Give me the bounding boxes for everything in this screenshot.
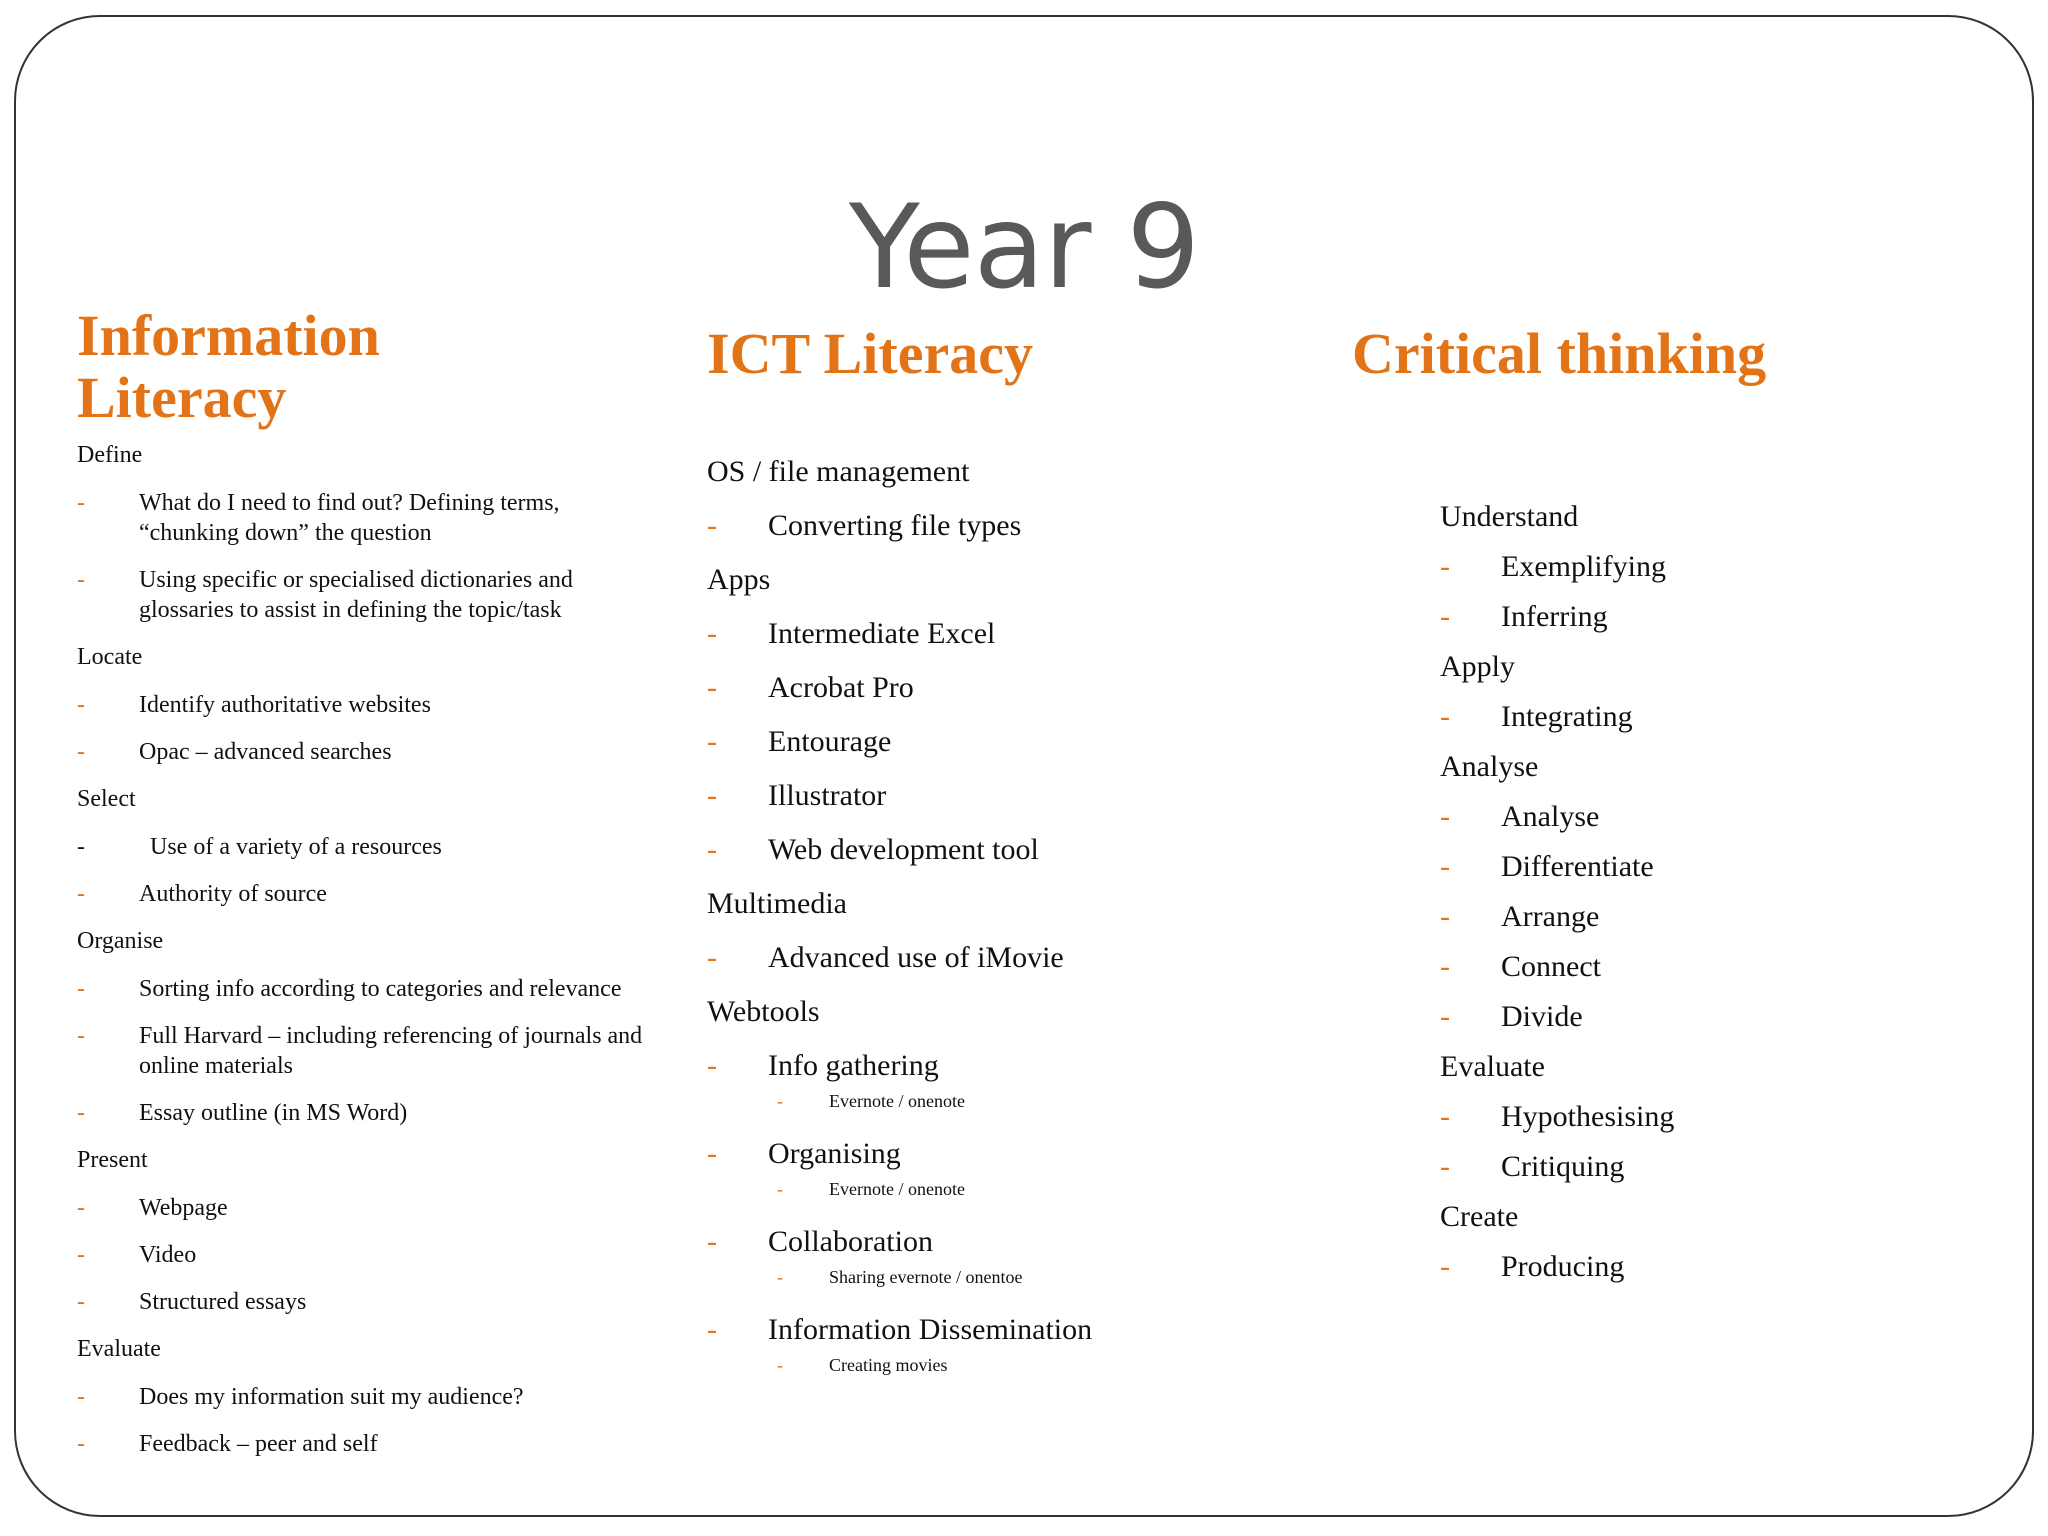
bullet-dash: -	[1440, 600, 1450, 633]
bullet-dash: -	[707, 1137, 717, 1170]
list-item-web-development-tool	[707, 831, 1092, 869]
list-item-inferring	[1440, 598, 1674, 636]
bullet-dash: -	[707, 833, 717, 866]
list-item-text: Structured essays	[139, 1289, 307, 1315]
list-item-text: Info gathering	[768, 1049, 939, 1082]
sub-list-item-creating-movies	[707, 1353, 1092, 1377]
list-item-arrange	[1440, 898, 1674, 936]
bullet-dash: -	[77, 1431, 85, 1457]
bullet-dash: -	[77, 1242, 85, 1268]
list-item-acrobat-pro	[707, 669, 1092, 707]
list-item-text: Exemplifying	[1501, 550, 1666, 583]
list-item-text: Use of a variety of a resources	[150, 834, 442, 860]
list-item-text: Inferring	[1501, 600, 1608, 633]
list-item-text: Using specific or specialised dictionaries and glossaries to assist in defining the topic/task	[139, 567, 573, 623]
section-heading-webtools: Webtools	[707, 995, 820, 1028]
list-item-entourage	[707, 723, 1092, 761]
list-item-text: Opac – advanced searches	[139, 739, 392, 765]
list-item-structured-essays	[77, 1287, 659, 1317]
list-item-text: Sharing evernote / onentoe	[829, 1267, 1023, 1287]
heading-information-literacy-line1: Information	[77, 303, 380, 368]
list-item-text: Entourage	[768, 725, 892, 758]
section-heading-multimedia: Multimedia	[707, 887, 847, 920]
bullet-dash: -	[77, 567, 85, 593]
list-item-use-of-a-variety-of-a-resources	[77, 832, 659, 862]
list-item-advanced-use-of-imovie	[707, 939, 1092, 977]
ict-literacy-list	[707, 453, 1092, 1399]
sub-list-item-evernote-onenote	[707, 1177, 1092, 1201]
list-item-text: Analyse	[1501, 800, 1600, 833]
list-item-text: Web development tool	[768, 833, 1039, 866]
list-item-text: Divide	[1501, 1000, 1583, 1033]
list-item-text: Intermediate Excel	[768, 617, 996, 650]
list-item-illustrator	[707, 777, 1092, 815]
list-item-authority-of-source	[77, 879, 659, 909]
heading-information-literacy-line2: Literacy	[77, 365, 287, 430]
bullet-dash: -	[77, 1100, 85, 1126]
list-item-text: Converting file types	[768, 509, 1022, 542]
list-item-text: Advanced use of iMovie	[768, 941, 1064, 974]
bullet-dash: -	[1440, 1150, 1450, 1183]
list-item-critiquing	[1440, 1148, 1674, 1186]
list-item-using-specific-or-specialised-dictionaries-and-glossaries-to-assist-in-defining-the-topic-task	[77, 565, 659, 625]
list-item-text: Essay outline (in MS Word)	[139, 1100, 408, 1126]
list-item-text: Hypothesising	[1501, 1100, 1675, 1133]
section-heading-present: Present	[77, 1147, 148, 1173]
bullet-dash: -	[707, 725, 717, 758]
bullet-dash: -	[777, 1355, 783, 1375]
heading-critical-thinking: Critical thinking	[1352, 321, 1767, 386]
list-item-text: Authority of source	[139, 881, 327, 907]
information-literacy-list	[77, 440, 659, 1476]
list-item-opac-advanced-searches	[77, 737, 659, 767]
list-item-webpage	[77, 1193, 659, 1223]
bullet-dash: -	[77, 490, 85, 516]
section-heading-evaluate: Evaluate	[1440, 1050, 1545, 1083]
bullet-dash: -	[77, 1289, 85, 1315]
bullet-dash: -	[77, 881, 85, 907]
list-item-text: Sorting info according to categories and relevance	[139, 976, 622, 1002]
bullet-dash: -	[777, 1267, 783, 1287]
list-item-feedback-peer-and-self	[77, 1429, 659, 1459]
bullet-dash: -	[777, 1091, 783, 1111]
list-item-text: Feedback – peer and self	[139, 1431, 378, 1457]
list-item-divide	[1440, 998, 1674, 1036]
bullet-dash: -	[1440, 550, 1450, 583]
list-item-text: Identify authoritative websites	[139, 692, 431, 718]
critical-thinking-list	[1440, 498, 1674, 1298]
bullet-dash: -	[1440, 700, 1450, 733]
list-item-hypothesising	[1440, 1098, 1674, 1136]
bullet-dash: -	[77, 739, 85, 765]
list-item-full-harvard-including-referencing-of-journals-and-online-materials	[77, 1021, 659, 1081]
bullet-dash: -	[1440, 1100, 1450, 1133]
list-item-text: Collaboration	[768, 1225, 933, 1258]
list-item-organising	[707, 1135, 1092, 1173]
section-heading-analyse: Analyse	[1440, 750, 1539, 783]
list-item-text: Integrating	[1501, 700, 1633, 733]
list-item-text: Evernote / onenote	[829, 1091, 965, 1111]
list-item-exemplifying	[1440, 548, 1674, 586]
section-heading-evaluate: Evaluate	[77, 1336, 161, 1362]
list-item-text: Illustrator	[768, 779, 887, 812]
bullet-dash: -	[77, 834, 85, 860]
bullet-dash: -	[77, 1195, 85, 1221]
list-item-intermediate-excel	[707, 615, 1092, 653]
bullet-dash: -	[1440, 1250, 1450, 1283]
bullet-dash: -	[707, 1225, 717, 1258]
section-heading-organise: Organise	[77, 928, 164, 954]
list-item-text: Webpage	[139, 1195, 228, 1221]
slide-title: Year 9	[848, 180, 1200, 315]
list-item-info-gathering	[707, 1047, 1092, 1085]
sub-list-item-sharing-evernote-onentoe	[707, 1265, 1092, 1289]
bullet-dash: -	[77, 1384, 85, 1410]
list-item-text: Evernote / onenote	[829, 1179, 965, 1199]
list-item-text: Organising	[768, 1137, 901, 1170]
list-item-analyse	[1440, 798, 1674, 836]
list-item-text: Does my information suit my audience?	[139, 1384, 524, 1410]
bullet-dash: -	[1440, 1000, 1450, 1033]
list-item-essay-outline-in-ms-word	[77, 1098, 659, 1128]
section-heading-select: Select	[77, 786, 136, 812]
section-heading-understand: Understand	[1440, 500, 1579, 533]
bullet-dash: -	[1440, 950, 1450, 983]
bullet-dash: -	[707, 509, 717, 542]
list-item-sorting-info-according-to-categories-and-relevance	[77, 974, 659, 1004]
list-item-text: Information Dissemination	[768, 1313, 1093, 1346]
list-item-text: Arrange	[1501, 900, 1600, 933]
bullet-dash: -	[1440, 850, 1450, 883]
bullet-dash: -	[707, 671, 717, 704]
list-item-text: Full Harvard – including referencing of journals and online materials	[139, 1023, 643, 1079]
heading-information-literacy	[77, 305, 380, 429]
section-heading-create: Create	[1440, 1200, 1519, 1233]
list-item-identify-authoritative-websites	[77, 690, 659, 720]
section-heading-define: Define	[77, 442, 143, 468]
bullet-dash: -	[777, 1179, 783, 1199]
bullet-dash: -	[707, 941, 717, 974]
section-heading-apply: Apply	[1440, 650, 1515, 683]
list-item-text: Creating movies	[829, 1355, 948, 1375]
bullet-dash: -	[707, 779, 717, 812]
list-item-producing	[1440, 1248, 1674, 1286]
list-item-converting-file-types	[707, 507, 1092, 545]
bullet-dash: -	[1440, 900, 1450, 933]
list-item-text: Producing	[1501, 1250, 1625, 1283]
section-heading-apps: Apps	[707, 563, 771, 596]
list-item-text: Video	[139, 1242, 197, 1268]
list-item-text: Critiquing	[1501, 1150, 1625, 1183]
bullet-dash: -	[77, 976, 85, 1002]
list-item-what-do-i-need-to-find-out-defining-terms-chunking-down-the-question	[77, 488, 659, 548]
list-item-collaboration	[707, 1223, 1092, 1261]
list-item-text: Connect	[1501, 950, 1601, 983]
bullet-dash: -	[77, 692, 85, 718]
sub-list-item-evernote-onenote	[707, 1089, 1092, 1113]
section-heading-locate: Locate	[77, 644, 143, 670]
list-item-information-dissemination	[707, 1311, 1092, 1349]
list-item-connect	[1440, 948, 1674, 986]
bullet-dash: -	[707, 1049, 717, 1082]
list-item-text: Differentiate	[1501, 850, 1654, 883]
list-item-text: Acrobat Pro	[768, 671, 914, 704]
section-heading-os-file-management: OS / file management	[707, 455, 970, 488]
list-item-differentiate	[1440, 848, 1674, 886]
list-item-video	[77, 1240, 659, 1270]
list-item-does-my-information-suit-my-audience	[77, 1382, 659, 1412]
bullet-dash: -	[1440, 800, 1450, 833]
list-item-integrating	[1440, 698, 1674, 736]
heading-ict-literacy: ICT Literacy	[707, 321, 1033, 386]
list-item-text: What do I need to find out? Defining terms, “chunking down” the question	[139, 490, 560, 546]
bullet-dash: -	[77, 1023, 85, 1049]
bullet-dash: -	[707, 617, 717, 650]
bullet-dash: -	[707, 1313, 717, 1346]
